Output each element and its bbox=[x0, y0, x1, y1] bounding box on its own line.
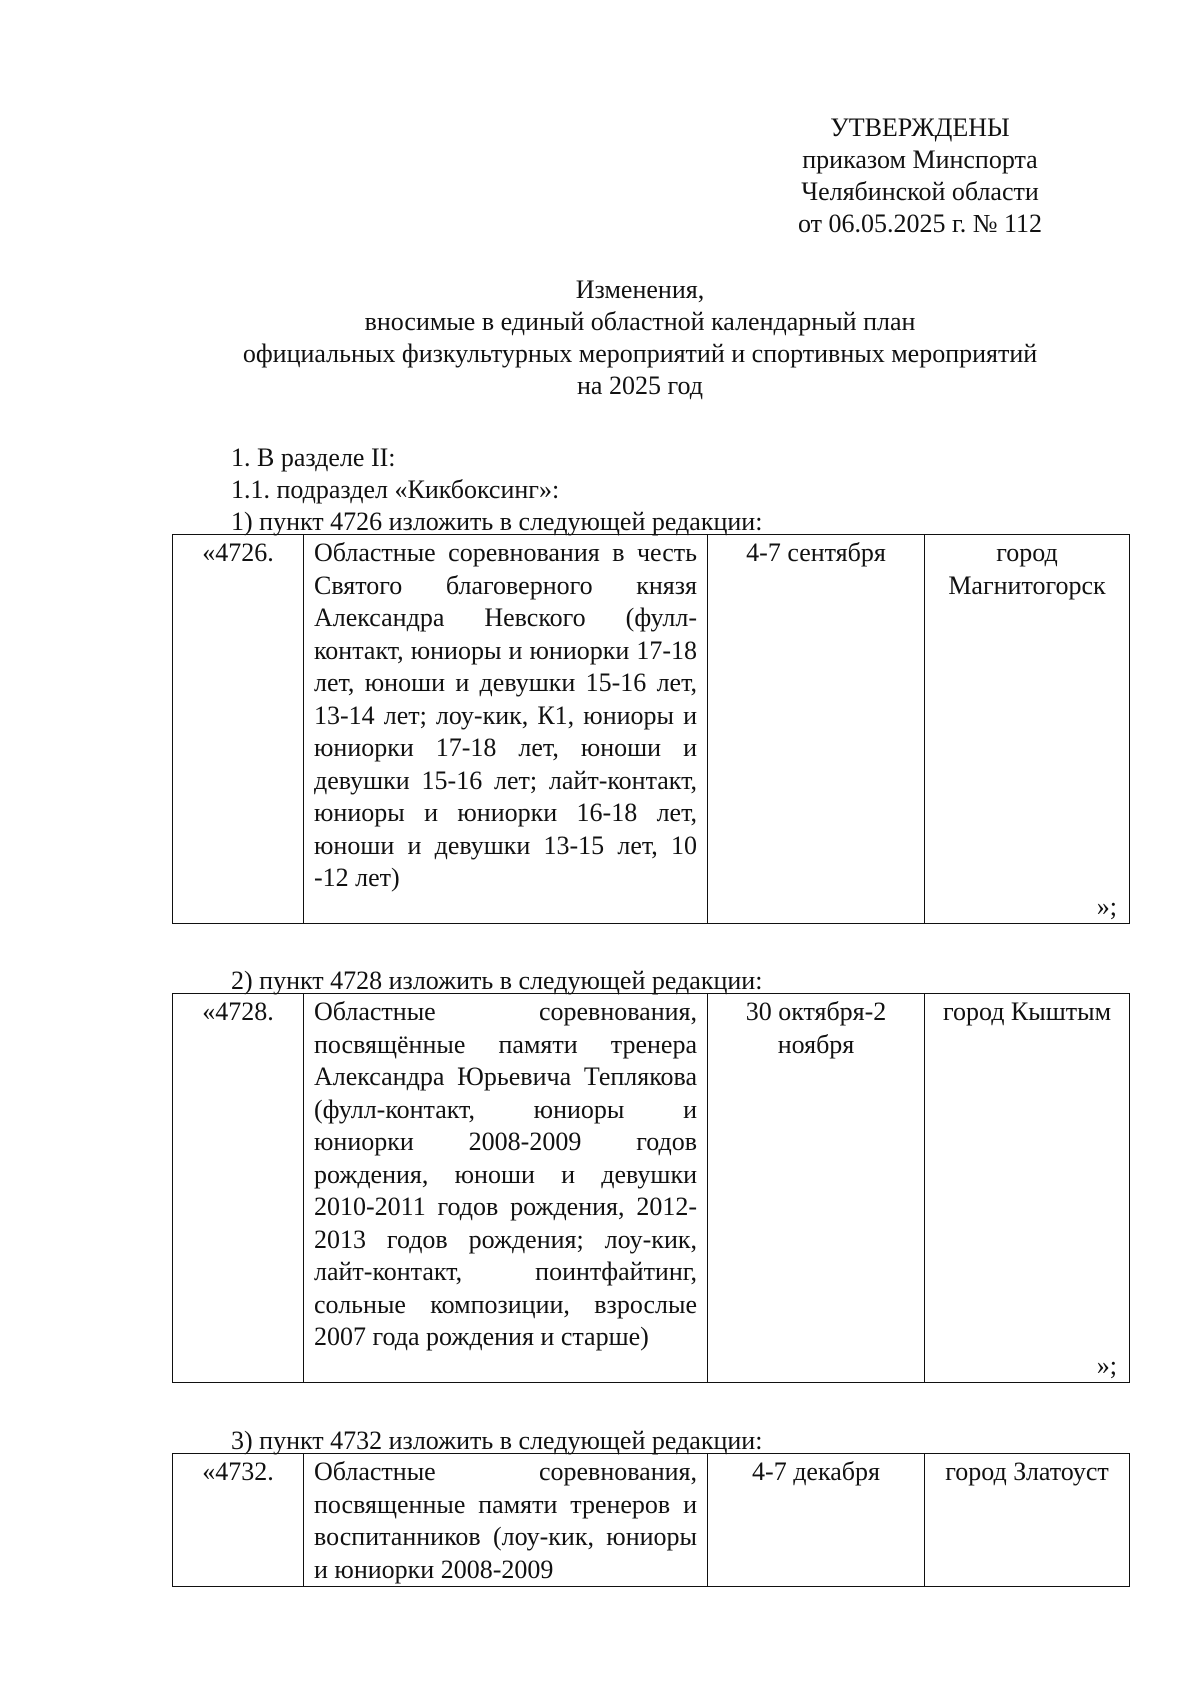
item-intro: 2) пункт 4728 изложить в следующей редакции: bbox=[231, 966, 763, 995]
item-description: Областные соревнования, посвященные памяти тренеров и воспитанников (лоу-кик, юниоры и юниорки 2008-2009 bbox=[304, 1454, 708, 1587]
item-place-cell bbox=[925, 1454, 1130, 1587]
item-dates: 4-7 сентября bbox=[708, 535, 925, 924]
subsection-paragraph: 1.1. подраздел «Кикбоксинг»: bbox=[231, 475, 560, 504]
item-place-cell bbox=[925, 994, 1130, 1383]
item-table bbox=[172, 993, 1130, 1383]
closing-quote: »; bbox=[1096, 892, 1117, 921]
item-dates: 4-7 декабря bbox=[708, 1454, 925, 1587]
approval-order: приказом Минспорта bbox=[802, 145, 1038, 174]
item-number: «4726. bbox=[173, 535, 304, 924]
section-paragraph: 1. В разделе II: bbox=[231, 443, 396, 472]
item-place: город Златоуст bbox=[945, 1457, 1109, 1486]
item-place: город Кыштым bbox=[942, 997, 1112, 1026]
approval-region: Челябинской области bbox=[801, 177, 1039, 206]
item-intro: 3) пункт 4732 изложить в следующей редакции: bbox=[231, 1426, 763, 1455]
item-table bbox=[172, 534, 1130, 924]
title-line-4: на 2025 год bbox=[577, 371, 703, 400]
item-dates: 30 октября-2 ноября bbox=[708, 994, 925, 1383]
item-table bbox=[172, 1453, 1130, 1587]
closing-quote: »; bbox=[1096, 1351, 1117, 1380]
item-description: Областные соревнования в честь Святого благоверного князя Александра Невского (фулл-контакт, юниоры и юниорки 17-18 лет, юноши и девушки 15-16 лет, 13-14 лет; лоу-кик, К1, юниоры и юниорки 17-18 лет, юноши и девушки 15-16 лет; лайт-контакт, юниоры и юниорки 16-18 лет, юноши и девушки 13-15 лет, 10 -12 лет) bbox=[304, 535, 708, 924]
table-row bbox=[173, 994, 1130, 1383]
item-place-cell bbox=[925, 535, 1130, 924]
item-description: Областные соревнования, посвящённые памяти тренера Александра Юрьевича Теплякова (фулл-контакт, юниоры и юниорки 2008-2009 годов рождения, юноши и девушки 2010-2011 годов рождения, 2012-2013 годов рождения; лоу-кик, лайт-контакт, поинтфайтинг, сольные композиции, взрослые 2007 года рождения и старше) bbox=[304, 994, 708, 1383]
item-number: «4728. bbox=[173, 994, 304, 1383]
item-number: «4732. bbox=[173, 1454, 304, 1587]
item-place: город Магнитогорск bbox=[948, 538, 1106, 600]
title-line-2: вносимые в единый областной календарный план bbox=[364, 307, 916, 336]
item-intro: 1) пункт 4726 изложить в следующей редакции: bbox=[231, 507, 763, 536]
title-line-1: Изменения, bbox=[575, 275, 705, 304]
approval-date-number: от 06.05.2025 г. № 112 bbox=[797, 209, 1043, 238]
approval-heading: УТВЕРЖДЕНЫ bbox=[830, 113, 1010, 142]
table-row bbox=[173, 1454, 1130, 1587]
title-line-3: официальных физкультурных мероприятий и спортивных мероприятий bbox=[242, 339, 1038, 368]
approval-block bbox=[770, 112, 1070, 240]
table-row bbox=[173, 535, 1130, 924]
document-title bbox=[100, 274, 1180, 402]
